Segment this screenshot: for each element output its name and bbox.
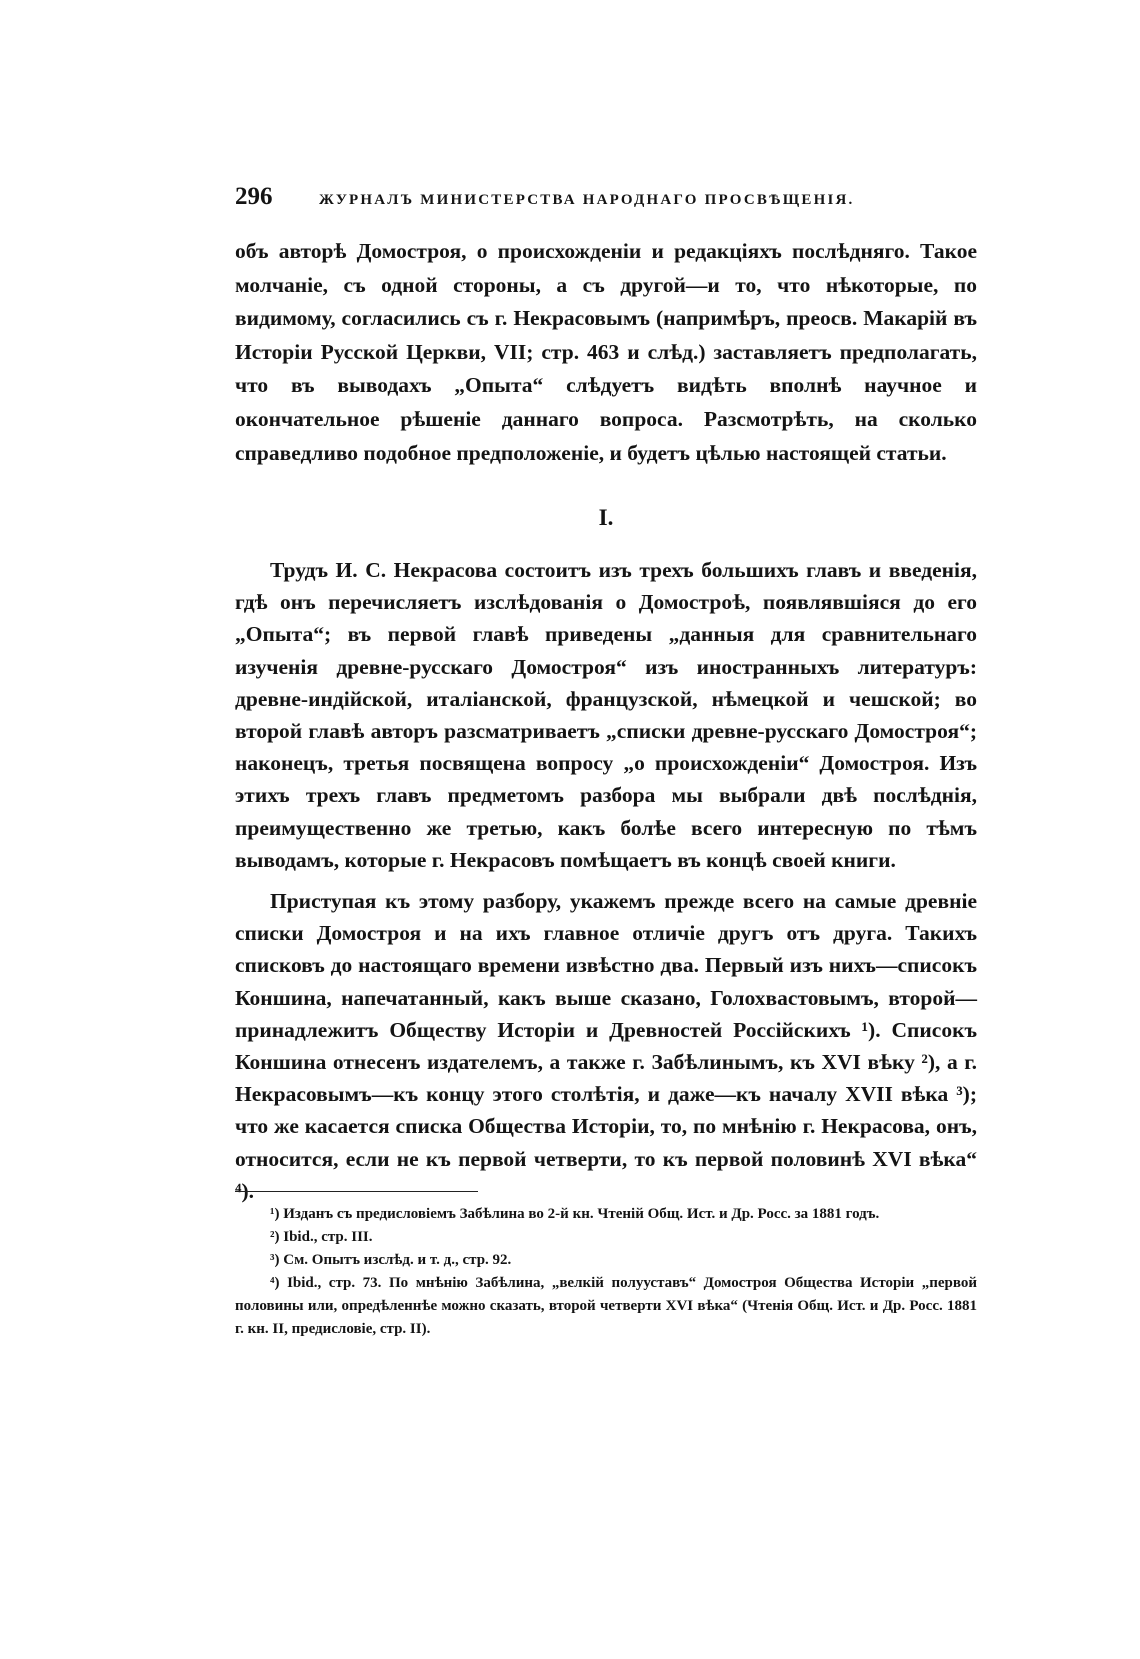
intro-paragraph: объ авторѣ Домостроя, о происхожденіи и редакціяхъ послѣдняго. Такое молчаніе, съ одной стороны, а съ другой—и то, что нѣкоторые, по видимому, согласились съ г. Некрасовымъ (напримѣръ, преосв. Макарій въ Исторіи Русской Церкви, VII; стр. 463 и слѣд.) заставляетъ предполагать, что въ выводахъ „Опыта“ слѣдуетъ видѣть вполнѣ научное и окончательное рѣшеніе даннаго вопроса. Разсмотрѣть, на сколько справедливо подобное предположеніе, и будетъ цѣлью настоящей статьи.	[235, 239, 977, 465]
footnote-mark: ²)	[270, 1229, 280, 1245]
section-heading: I.	[598, 505, 614, 530]
footnote-4	[235, 1272, 977, 1341]
footnote-text: Ibid., стр. III.	[283, 1229, 373, 1245]
footnote-text: Ibid., стр. 73. По мнѣнію Забѣлина, „велкій полууставъ“ Домостроя Общества Исторіи „первой половины или, опредѣленнѣе можно сказать, второй четверти XVI вѣка“ (Чтенія Общ. Ист. и Др. Росс. 1881 г. кн. II, предисловіе, стр. II).	[235, 1275, 977, 1337]
footnote-divider	[235, 1191, 478, 1192]
paragraph-2: Приступая къ этому разбору, укажемъ прежде всего на самые древніе списки Домостроя и на ихъ главное отличіе другъ отъ друга. Такихъ списковъ до настоящаго времени извѣстно два. Первый изъ нихъ—списокъ Коншина, напечатанный, какъ выше сказано, Голохвастовымъ, второй—принадлежитъ Обществу Исторіи и Древностей Россійскихъ ¹). Списокъ Коншина отнесенъ издателемъ, а также г. Забѣлинымъ, къ XVI вѣку ²), а г. Некрасовымъ—къ концу этого столѣтія, и даже—къ началу XVII вѣка ³); что же касается списка Общества Исторіи, то, по мнѣнію г. Некрасова, онъ, относится, если не къ первой четверти, то къ первой половинѣ XVI вѣка“ ⁴).	[235, 889, 977, 1203]
page-number: 296	[235, 183, 273, 210]
footnote-3	[235, 1249, 977, 1272]
footnote-text: Изданъ съ предисловіемъ Забѣлина во 2-й кн. Чтеній Общ. Ист. и Др. Росс. за 1881 годъ.	[283, 1206, 880, 1222]
footnote-mark: ⁴)	[270, 1275, 280, 1291]
footnote-text: См. Опытъ изслѣд. и т. д., стр. 92.	[283, 1252, 512, 1268]
footnote-2	[235, 1226, 977, 1249]
paragraph-1: Трудъ И. С. Некрасова состоитъ изъ трехъ большихъ главъ и введенія, гдѣ онъ перечисляетъ изслѣдованія о Домостроѣ, появлявшіяся до его „Опыта“; въ первой главѣ приведены „данныя для сравнительнаго изученія древне-русскаго Домостроя“ изъ иностранныхъ литературъ: древне-индійской, италіанской, французской, нѣмецкой и чешской; во второй главѣ авторъ разсматриваетъ „списки древне-русскаго Домостроя“; наконецъ, третья посвящена вопросу „о происхожденіи“ Домостроя. Изъ этихъ трехъ главъ предметомъ разбора мы выбрали двѣ послѣднія, преимущественно же третью, какъ болѣе всего интересную по тѣмъ выводамъ, которые г. Некрасовъ помѣщаетъ въ концѣ своей книги.	[235, 558, 977, 872]
footnotes	[235, 1203, 977, 1341]
running-title: ЖУРНАЛЪ МИНИСТЕРСТВА НАРОДНАГО ПРОСВѢЩЕНІЯ.	[319, 192, 855, 208]
page-header	[235, 183, 970, 211]
footnote-1	[235, 1203, 977, 1226]
footnote-mark: ¹)	[270, 1206, 280, 1222]
footnote-mark: ³)	[270, 1252, 280, 1268]
